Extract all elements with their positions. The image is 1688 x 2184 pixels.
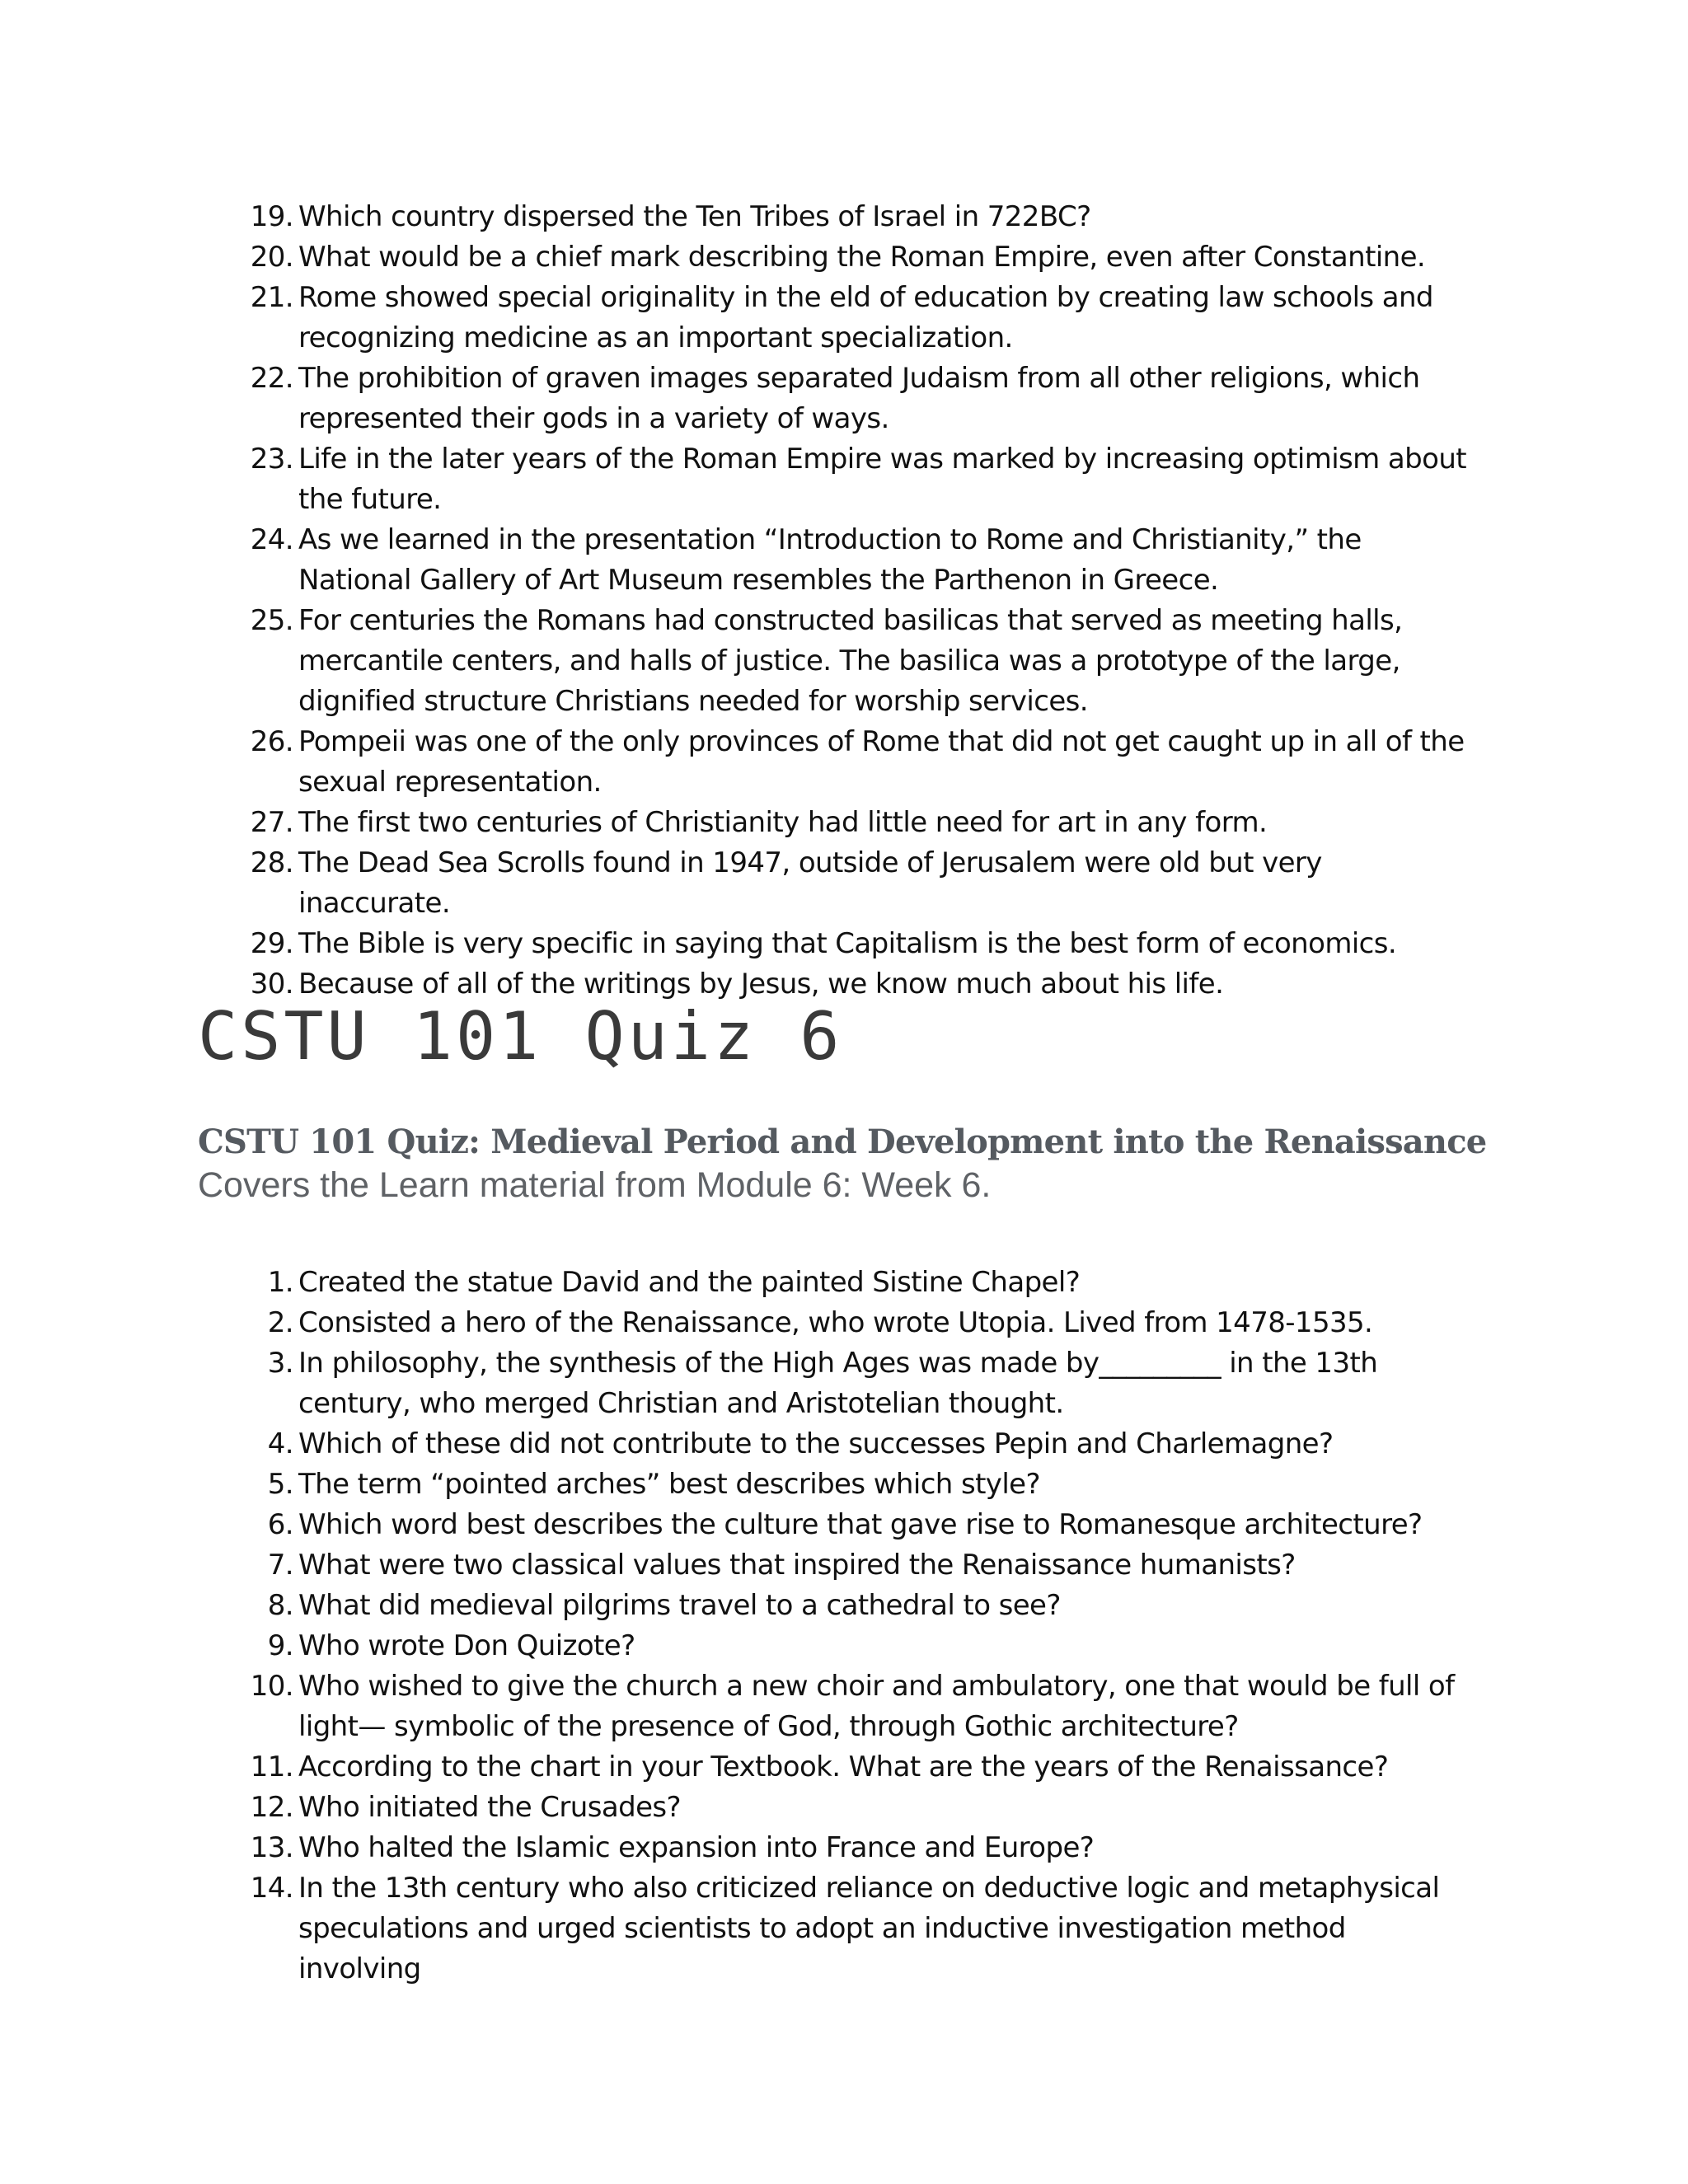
- list-item: [0, 359, 1688, 439]
- question-number: 28.: [250, 846, 293, 879]
- list-item: [0, 843, 1688, 924]
- list-item: [0, 924, 1688, 964]
- list-item: [0, 1303, 1688, 1343]
- question-text: What were two classical values that inspired the Renaissance humanists?: [298, 1549, 1296, 1582]
- question-text: The first two centuries of Christianity had little need for art in any form.: [298, 806, 1268, 839]
- list-item: [0, 237, 1688, 278]
- list-item: [0, 1343, 1688, 1424]
- list-item: [0, 601, 1688, 722]
- list-item: [0, 1747, 1688, 1788]
- list-item: [0, 1666, 1688, 1747]
- question-number: 27.: [250, 806, 293, 839]
- list-item: [0, 1263, 1688, 1303]
- question-text: According to the chart in your Textbook. What are the years of the Renaissance?: [298, 1750, 1389, 1783]
- quiz6-title: CSTU 101 Quiz 6: [198, 998, 843, 1075]
- question-text: Consisted a hero of the Renaissance, who wrote Utopia. Lived from 1478-1535.: [298, 1306, 1373, 1339]
- list-item: [0, 1505, 1688, 1545]
- list-item: [0, 1788, 1688, 1828]
- list-item: [0, 722, 1688, 803]
- question-number: 21.: [250, 281, 293, 314]
- question-text: The term “pointed arches” best describes which style?: [298, 1468, 1040, 1501]
- question-text: The Bible is very specific in saying that Capitalism is the best form of economics.: [298, 927, 1397, 960]
- question-text: Which of these did not contribute to the successes Pepin and Charlemagne?: [298, 1427, 1334, 1460]
- question-number: 6.: [267, 1508, 293, 1541]
- question-number: 24.: [250, 523, 293, 556]
- question-number: 7.: [267, 1549, 293, 1582]
- list-item: [0, 1868, 1688, 1990]
- list-item: [0, 1465, 1688, 1505]
- quiz6-question-list: [0, 1263, 1688, 1990]
- question-text: As we learned in the presentation “Introduction to Rome and Christianity,” the National Gallery of Art Museum resembles the Parthenon in Greece.: [298, 523, 1362, 597]
- question-number: 13.: [250, 1831, 293, 1864]
- question-number: 4.: [267, 1427, 293, 1460]
- question-text: Which word best describes the culture that gave rise to Romanesque architecture?: [298, 1508, 1423, 1541]
- question-number: 11.: [250, 1750, 293, 1783]
- list-item: [0, 439, 1688, 520]
- list-item: [0, 803, 1688, 843]
- question-text: What would be a chief mark describing the Roman Empire, even after Constantine.: [298, 241, 1426, 274]
- question-text: Created the statue David and the painted Sistine Chapel?: [298, 1266, 1081, 1299]
- question-number: 8.: [267, 1589, 293, 1622]
- question-text: Who halted the Islamic expansion into France and Europe?: [298, 1831, 1095, 1864]
- list-item: [0, 1626, 1688, 1666]
- question-number: 10.: [250, 1670, 293, 1703]
- question-text: What did medieval pilgrims travel to a cathedral to see?: [298, 1589, 1061, 1622]
- question-text: Who wished to give the church a new choir and ambulatory, one that would be full of light— symbolic of the presence of God, through Gothic architecture?: [298, 1670, 1455, 1743]
- question-number: 25.: [250, 604, 293, 637]
- question-number: 22.: [250, 362, 293, 395]
- question-text: The Dead Sea Scrolls found in 1947, outside of Jerusalem were old but very inaccurate.: [298, 846, 1322, 920]
- question-number: 5.: [267, 1468, 293, 1501]
- question-number: 30.: [250, 968, 293, 1001]
- question-number: 29.: [250, 927, 293, 960]
- question-number: 20.: [250, 241, 293, 274]
- question-number: 1.: [267, 1266, 293, 1299]
- question-number: 26.: [250, 725, 293, 758]
- list-item: [0, 197, 1688, 237]
- quiz6-covers-line: Covers the Learn material from Module 6: Week 6.: [198, 1165, 992, 1205]
- question-number: 2.: [267, 1306, 293, 1339]
- list-item: [0, 278, 1688, 359]
- question-number: 3.: [267, 1347, 293, 1380]
- list-item: [0, 1545, 1688, 1586]
- list-item: [0, 1586, 1688, 1626]
- question-number: 14.: [250, 1872, 293, 1905]
- question-text: For centuries the Romans had constructed basilicas that served as meeting halls, mercantile centers, and halls of justice. The basilica was a prototype of the large, dignified structure Christians needed for worship services.: [298, 604, 1403, 718]
- question-text: In philosophy, the synthesis of the High Ages was made by_________ in the 13th century, who merged Christian and Aristotelian thought.: [298, 1347, 1378, 1420]
- question-number: 19.: [250, 200, 293, 233]
- list-item: [0, 1424, 1688, 1465]
- question-number: 12.: [250, 1791, 293, 1824]
- list-item: [0, 1828, 1688, 1868]
- quiz6-heading: CSTU 101 Quiz: Medieval Period and Development into the Renaissance: [198, 1122, 1487, 1161]
- quiz5-question-list: [0, 197, 1688, 1005]
- question-number: 9.: [267, 1629, 293, 1662]
- question-text: Who initiated the Crusades?: [298, 1791, 681, 1824]
- question-text: The prohibition of graven images separated Judaism from all other religions, which represented their gods in a variety of ways.: [298, 362, 1420, 435]
- question-text: Life in the later years of the Roman Empire was marked by increasing optimism about the future.: [298, 443, 1466, 516]
- question-text: Which country dispersed the Ten Tribes of Israel in 722BC?: [298, 200, 1091, 233]
- question-number: 23.: [250, 443, 293, 476]
- question-text: In the 13th century who also criticized reliance on deductive logic and metaphysical speculations and urged scientists to adopt an inductive investigation method involving: [298, 1872, 1440, 1985]
- question-text: Rome showed special originality in the eld of education by creating law schools and recognizing medicine as an important specialization.: [298, 281, 1433, 354]
- question-text: Pompeii was one of the only provinces of Rome that did not get caught up in all of the sexual representation.: [298, 725, 1465, 799]
- list-item: [0, 520, 1688, 601]
- question-text: Who wrote Don Quizote?: [298, 1629, 635, 1662]
- question-text: Because of all of the writings by Jesus, we know much about his life.: [298, 968, 1224, 1001]
